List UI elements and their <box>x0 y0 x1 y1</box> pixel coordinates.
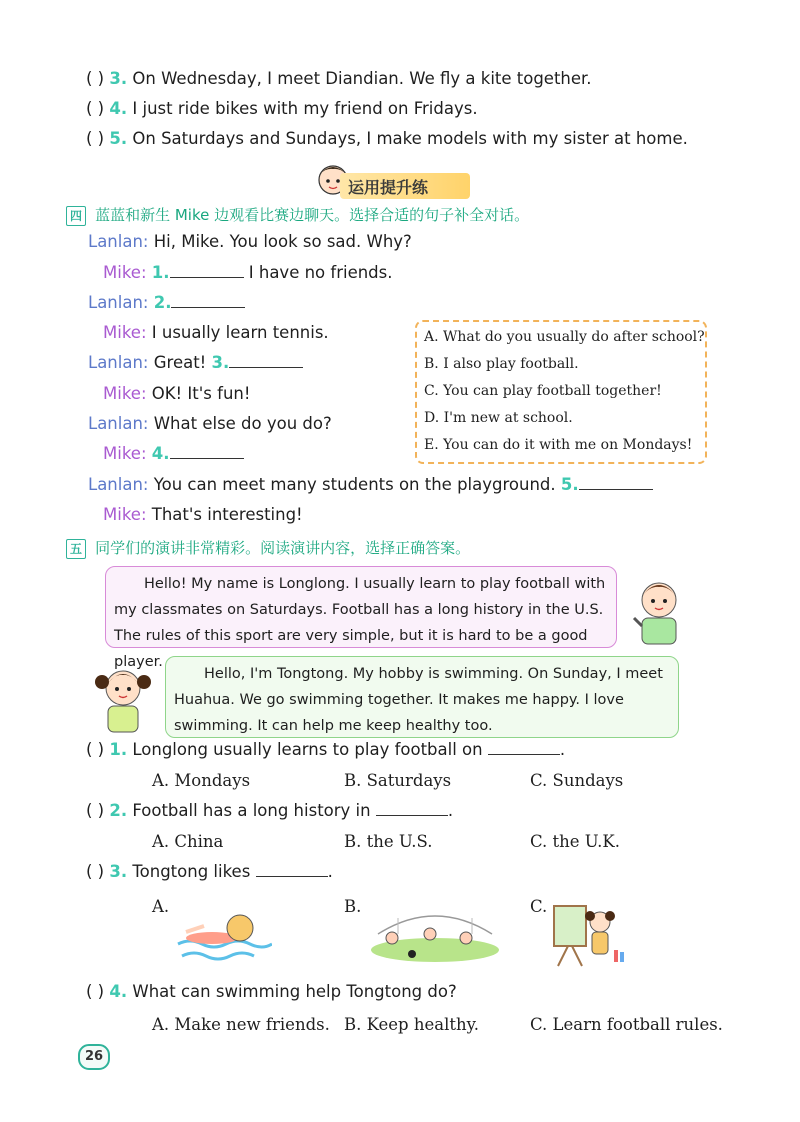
question-text: Football has a long history in <box>132 801 371 820</box>
question-number: 5. <box>109 129 128 148</box>
blank-number: 1. <box>151 263 170 282</box>
question-number: 3. <box>109 69 128 88</box>
question-item <box>86 862 333 881</box>
question-number: 1. <box>109 740 128 759</box>
answer-blank[interactable] <box>376 801 448 816</box>
dialogue-line <box>103 263 393 282</box>
painting-picture[interactable] <box>548 902 628 970</box>
speaker-name: Lanlan: <box>88 353 149 372</box>
speaker-name: Mike: <box>103 323 147 342</box>
dialogue-line <box>88 232 412 251</box>
football-picture[interactable] <box>368 904 502 964</box>
choice-a[interactable]: A. Make new friends. <box>152 1015 330 1034</box>
question-text: On Saturdays and Sundays, I make models with my sister at home. <box>132 129 688 148</box>
dialogue-text: That's interesting! <box>151 505 303 524</box>
choice-c[interactable]: C. Learn football rules. <box>530 1015 723 1034</box>
section-badge: 五 <box>66 539 86 559</box>
question-item <box>86 129 688 148</box>
dialogue-text: Great! <box>153 353 207 372</box>
question-item <box>86 801 453 820</box>
choice-a[interactable]: A. <box>152 897 170 916</box>
question-text: Tongtong likes <box>132 862 251 881</box>
speaker-name: Lanlan: <box>88 475 149 494</box>
question-tail: . <box>327 862 333 881</box>
option-item: A. What do you usually do after school? <box>424 329 705 345</box>
answer-blank[interactable] <box>171 293 245 308</box>
question-number: 4. <box>109 982 128 1001</box>
blank-number: 5. <box>560 475 579 494</box>
dialogue-line <box>88 293 245 312</box>
question-item <box>86 982 457 1001</box>
speaker-name: Mike: <box>103 263 147 282</box>
dialogue-text: I usually learn tennis. <box>151 323 329 342</box>
speech-text: Hello! My name is Longlong. I usually learn to play football with my classmates on Saturdays. Football has a long history in the U.S. The rules of this sport are very simple, but it is hard to be a good player. <box>114 576 606 670</box>
speech-text: Hello, I'm Tongtong. My hobby is swimming. On Sunday, I meet Huahua. We go swimming together. It makes me happy. I love swimming. It can help me keep healthy too. <box>174 666 663 734</box>
dialogue-line <box>103 384 250 403</box>
dialogue-text: What else do you do? <box>153 414 332 433</box>
speaker-name: Lanlan: <box>88 414 149 433</box>
blank-number: 4. <box>151 444 170 463</box>
page-number: 26 <box>78 1044 110 1070</box>
section-title: 蓝蓝和新生 Mike 边观看比赛边聊天。选择合适的句子补全对话。 <box>95 206 530 224</box>
choice-c[interactable]: C. Sundays <box>530 771 624 790</box>
question-item <box>86 69 592 88</box>
answer-blank[interactable] <box>170 263 244 278</box>
speaker-name: Mike: <box>103 384 147 403</box>
answer-blank[interactable] <box>170 444 244 459</box>
question-text: I just ride bikes with my friend on Fridays. <box>132 99 478 118</box>
choice-a[interactable]: A. China <box>152 832 224 851</box>
question-text: Longlong usually learns to play football on <box>132 740 483 759</box>
options-box <box>415 320 707 464</box>
question-text: What can swimming help Tongtong do? <box>132 982 457 1001</box>
girl-avatar-icon <box>88 658 158 734</box>
section-title: 同学们的演讲非常精彩。阅读演讲内容，选择正确答案。 <box>95 539 471 557</box>
dialogue-line <box>103 505 303 524</box>
choice-b[interactable]: B. <box>344 897 362 916</box>
answer-parens[interactable]: ( ) <box>86 69 105 88</box>
section-header <box>66 537 470 559</box>
question-text: On Wednesday, I meet Diandian. We fly a kite together. <box>132 69 592 88</box>
speaker-name: Mike: <box>103 505 147 524</box>
answer-blank[interactable] <box>579 475 653 490</box>
swimming-picture[interactable] <box>176 904 272 964</box>
speaker-name: Lanlan: <box>88 232 149 251</box>
dialogue-text: Hi, Mike. You look so sad. Why? <box>153 232 412 251</box>
dialogue-text: I have no friends. <box>248 263 393 282</box>
section-badge: 四 <box>66 206 86 226</box>
question-item <box>86 740 565 759</box>
blank-number: 3. <box>211 353 230 372</box>
answer-parens[interactable]: ( ) <box>86 862 105 881</box>
question-number: 2. <box>109 801 128 820</box>
choice-a[interactable]: A. Mondays <box>152 771 251 790</box>
question-tail: . <box>559 740 566 759</box>
speaker-name: Mike: <box>103 444 147 463</box>
dialogue-line <box>103 323 329 342</box>
boy-avatar-icon <box>628 572 690 646</box>
option-item: C. You can play football together! <box>424 383 662 399</box>
dialogue-line <box>103 444 244 463</box>
choice-c[interactable]: C. <box>530 897 548 916</box>
speaker-name: Lanlan: <box>88 293 149 312</box>
choice-b[interactable]: B. Saturdays <box>344 771 452 790</box>
option-item: B. I also play football. <box>424 356 579 372</box>
dialogue-text: OK! It's fun! <box>151 384 251 403</box>
option-item: E. You can do it with me on Mondays! <box>424 437 693 453</box>
answer-parens[interactable]: ( ) <box>86 740 105 759</box>
answer-parens[interactable]: ( ) <box>86 982 105 1001</box>
ribbon-label: 运用提升练 <box>348 178 429 197</box>
answer-parens[interactable]: ( ) <box>86 129 105 148</box>
question-item <box>86 99 478 118</box>
answer-blank[interactable] <box>229 353 303 368</box>
answer-parens[interactable]: ( ) <box>86 99 105 118</box>
practice-ribbon <box>340 173 470 199</box>
speech-bubble-longlong <box>105 566 617 670</box>
blank-number: 2. <box>153 293 172 312</box>
choice-b[interactable]: B. the U.S. <box>344 832 433 851</box>
question-number: 3. <box>109 862 128 881</box>
answer-parens[interactable]: ( ) <box>86 801 105 820</box>
section-header <box>66 204 529 226</box>
question-tail: . <box>447 801 454 820</box>
choice-c[interactable]: C. the U.K. <box>530 832 621 851</box>
choice-b[interactable]: B. Keep healthy. <box>344 1015 479 1034</box>
dialogue-line <box>88 475 653 494</box>
answer-blank[interactable] <box>256 862 328 877</box>
dialogue-line <box>88 414 332 433</box>
speech-bubble-tongtong <box>165 656 679 738</box>
question-number: 4. <box>109 99 128 118</box>
answer-blank[interactable] <box>488 740 560 755</box>
option-item: D. I'm new at school. <box>424 410 573 426</box>
dialogue-text: You can meet many students on the playground. <box>153 475 556 494</box>
dialogue-line <box>88 353 303 372</box>
